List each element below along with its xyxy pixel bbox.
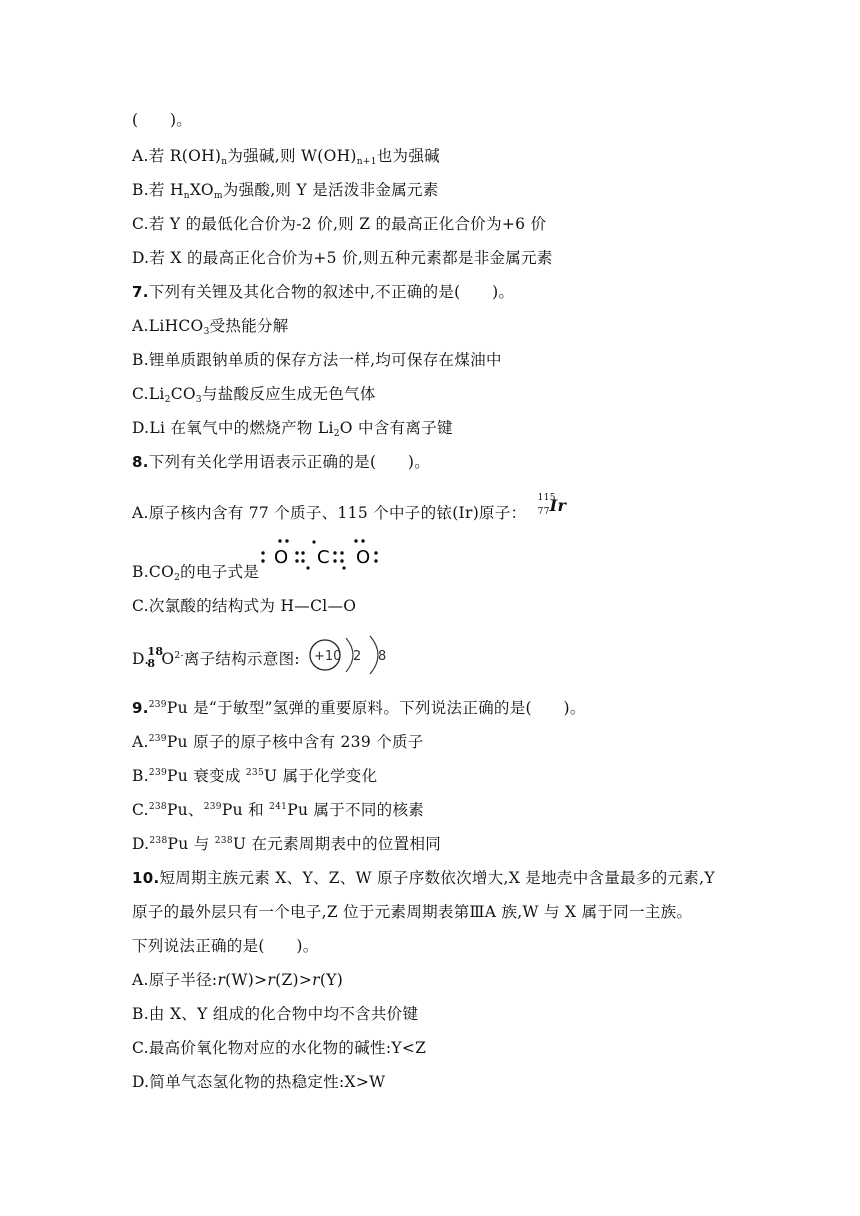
q8-option-d: D. 18 8 $O^{2-}$离子结构示意图: (132, 645, 300, 670)
co2-oxygen-left: O (274, 547, 289, 568)
q6-option-a: A.若 $R(OH)_n$为强碱,则 $W(OH)_{n+1}$也为强碱 (132, 147, 440, 167)
q8-option-b: $B.CO_2$的电子式是 (132, 563, 260, 583)
q10-stem-line-3: 下列说法正确的是( )。 (132, 937, 319, 955)
iridium-nuclide: 115 77 Ir (537, 493, 567, 517)
q10-option-a: A.原子半径:r(W)>r(Z)>r(Y) (132, 971, 344, 989)
q10-stem-line-2: 原子的最外层只有一个电子,Z 位于元素周期表第ⅢA 族,W 与 X 属于同一主族。 (132, 903, 693, 921)
co2-electron-formula (258, 534, 388, 574)
oxygen-nuclide-prefix: 18 8 (147, 645, 164, 670)
q7-option-d: D.Li 在氧气中的燃烧产物 $Li_2O$ 中含有离子键 (132, 419, 453, 439)
q7-stem: 7.下列有关锂及其化合物的叙述中,不正确的是( )。 (132, 283, 515, 301)
q9-option-c: C.$^{238}$Pu、$^{239}$Pu 和 $^{241}$Pu 属于不同的核素 (132, 801, 425, 819)
q10-option-c: C.最高价氧化物对应的水化物的碱性:Y<Z (132, 1039, 427, 1057)
shell-1-electrons: 2 (353, 649, 362, 664)
q6-option-c: C.若 Y 的最低化合价为-2 价,则 Z 的最高正化合价为+6 价 (132, 215, 547, 233)
shell-2-electrons: 8 (378, 649, 387, 664)
q6-stem-tail: ( )。 (132, 111, 193, 129)
q9-option-a: A.$^{239}$Pu 原子的原子核中含有 239 个质子 (132, 733, 424, 751)
co2-oxygen-right: O (356, 547, 371, 568)
q7-option-b: B.锂单质跟钠单质的保存方法一样,均可保存在煤油中 (132, 351, 502, 369)
q8-stem: 8.下列有关化学用语表示正确的是( )。 (132, 453, 431, 471)
q9-option-b: B.$^{239}$Pu 衰变成 $^{235}$U 属于化学变化 (132, 767, 378, 785)
q6-option-b: B.若 $H_nXO_m$为强酸,则 Y 是活泼非金属元素 (132, 181, 439, 201)
nucleus-charge: +10 (314, 649, 342, 664)
q8-option-a: A.原子核内含有 77 个质子、115 个中子的铱(Ir)原子： 115 77 Ir (132, 493, 567, 522)
co2-carbon: C (317, 547, 330, 568)
q7-option-a: A.LiHCO$_3$受热能分解 (132, 317, 289, 337)
q10-option-d: D.简单气态氢化物的热稳定性:X>W (132, 1073, 386, 1091)
q7-option-c: $C.Li_2CO_3$与盐酸反应生成无色气体 (132, 385, 376, 405)
oxide-ion-structure-diagram (306, 632, 390, 678)
q9-option-d: D.$^{238}$Pu 与 $^{238}$U 在元素周期表中的位置相同 (132, 835, 442, 853)
q9-stem: 9.$^{239}$Pu 是“于敏型”氢弹的重要原料。下列说法正确的是( )。 (132, 699, 586, 717)
q8-option-c: C.次氯酸的结构式为 H—Cl—O (132, 597, 357, 615)
q10-stem-line-1: 10.短周期主族元素 X、Y、Z、W 原子序数依次增大,X 是地壳中含量最多的元素,Y (132, 869, 715, 887)
q6-option-d: D.若 X 的最高正化合价为+5 价,则五种元素都是非金属元素 (132, 249, 553, 267)
q10-option-b: B.由 X、Y 组成的化合物中均不含共价键 (132, 1005, 419, 1023)
